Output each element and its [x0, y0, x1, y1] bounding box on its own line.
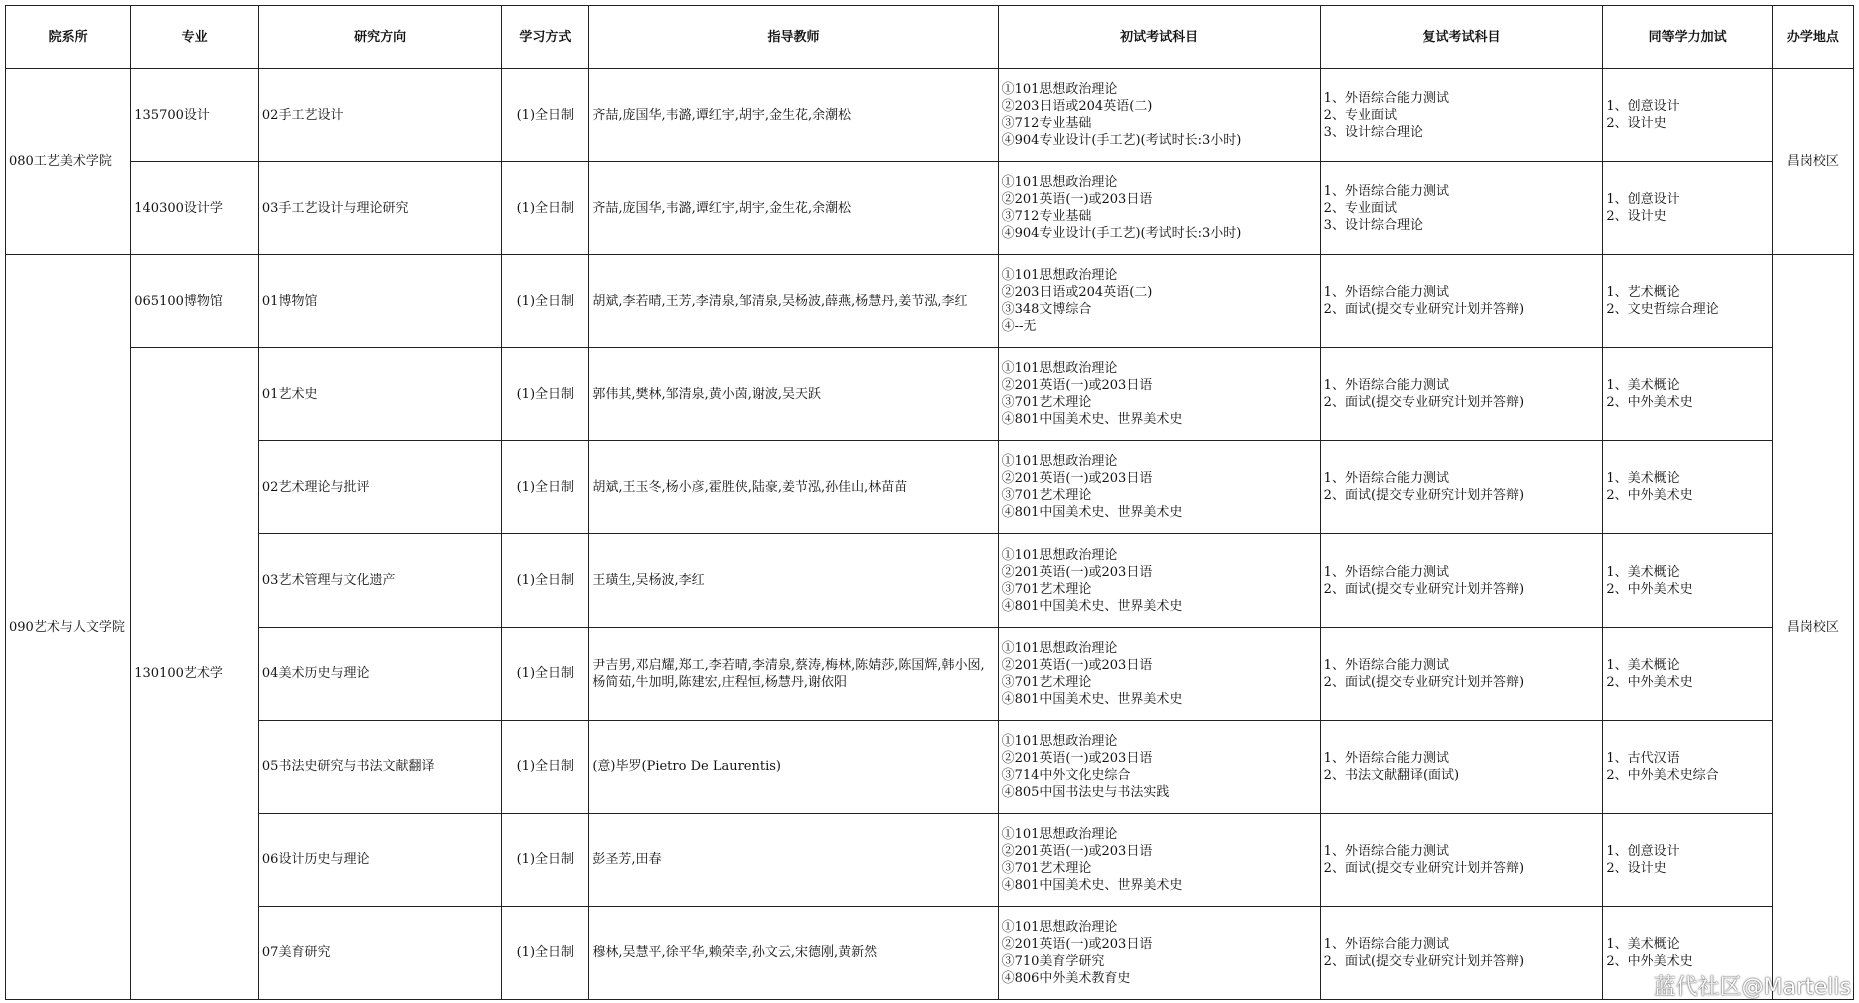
extra-cell	[1603, 348, 1772, 441]
retest-cell-line: 1、外语综合能力测试	[1323, 750, 1449, 766]
admissions-table	[5, 5, 1854, 1000]
table-row	[6, 255, 1854, 348]
header-retest: 复试考试科目	[1320, 6, 1603, 69]
exam-cell-line: ③712专业基础	[1001, 116, 1092, 132]
exam-cell-line: ③348文博综合	[1001, 302, 1092, 318]
exam-cell-line: ④801中国美术史、世界美术史	[1001, 598, 1183, 614]
extra-cell	[1603, 255, 1772, 348]
exam-cell-line: ④904专业设计(手工艺)(考试时长:3小时)	[1001, 226, 1242, 242]
direction-cell: 06设计历史与理论	[258, 813, 501, 906]
extra-cell	[1603, 69, 1772, 162]
extra-cell-line: 1、美术概论	[1606, 657, 1680, 673]
exam-cell-line: ④801中国美术史、世界美术史	[1001, 505, 1183, 521]
extra-cell-line: 1、艺术概论	[1606, 285, 1680, 301]
exam-cell-line: ④904专业设计(手工艺)(考试时长:3小时)	[1001, 133, 1242, 149]
direction-cell: 04美术历史与理论	[258, 627, 501, 720]
retest-cell	[1320, 534, 1603, 627]
exam-cell-line: ①101思想政治理论	[1001, 82, 1118, 98]
retest-cell-line: 2、专业面试	[1323, 107, 1397, 123]
extra-cell-line: 1、创意设计	[1606, 843, 1680, 859]
teachers-cell: 胡斌,王玉冬,杨小彦,霍胜侠,陆豪,姜节泓,孙佳山,林苗苗	[589, 441, 998, 534]
retest-cell-line: 2、面试(提交专业研究计划并答辩)	[1323, 953, 1525, 969]
teachers-cell: 齐喆,庞国华,韦潞,谭红宇,胡宇,金生花,余潮松	[589, 162, 998, 255]
teachers-cell: 穆林,吴慧平,徐平华,赖荣幸,孙文云,宋德刚,黄新然	[589, 906, 998, 999]
exam-cell-line: ②203日语或204英语(二)	[1001, 285, 1153, 301]
table-row	[6, 69, 1854, 162]
exam-cell-line: ①101思想政治理论	[1001, 919, 1118, 935]
header-mode: 学习方式	[502, 6, 589, 69]
retest-cell-line: 2、面试(提交专业研究计划并答辩)	[1323, 395, 1525, 411]
exam-cell-line: ②201英语(一)或203日语	[1001, 192, 1153, 208]
exam-cell-line: ②203日语或204英语(二)	[1001, 99, 1153, 115]
exam-cell-line: ④801中国美术史、世界美术史	[1001, 412, 1183, 428]
direction-cell: 03手工艺设计与理论研究	[258, 162, 501, 255]
table-row	[6, 627, 1854, 720]
retest-cell-line: 2、面试(提交专业研究计划并答辩)	[1323, 302, 1525, 318]
mode-cell: (1)全日制	[502, 348, 589, 441]
mode-cell: (1)全日制	[502, 255, 589, 348]
header-teachers: 指导教师	[589, 6, 998, 69]
exam-cell	[998, 348, 1320, 441]
direction-cell: 02手工艺设计	[258, 69, 501, 162]
retest-cell	[1320, 906, 1603, 999]
table-row	[6, 813, 1854, 906]
dept-cell: 090艺术与人文学院	[6, 255, 131, 1000]
exam-cell-line: ③701艺术理论	[1001, 674, 1092, 690]
exam-cell-line: ②201英语(一)或203日语	[1001, 936, 1153, 952]
major-cell: 140300设计学	[131, 162, 259, 255]
mode-cell: (1)全日制	[502, 441, 589, 534]
extra-cell-line: 2、设计史	[1606, 116, 1667, 132]
retest-cell-line: 2、面试(提交专业研究计划并答辩)	[1323, 488, 1525, 504]
direction-cell: 01博物馆	[258, 255, 501, 348]
exam-cell	[998, 255, 1320, 348]
exam-cell-line: ②201英语(一)或203日语	[1001, 843, 1153, 859]
extra-cell	[1603, 441, 1772, 534]
mode-cell: (1)全日制	[502, 906, 589, 999]
extra-cell	[1603, 162, 1772, 255]
extra-cell-line: 2、文史哲综合理论	[1606, 302, 1719, 318]
exam-cell-line: ①101思想政治理论	[1001, 733, 1118, 749]
extra-cell-line: 1、创意设计	[1606, 192, 1680, 208]
mode-cell: (1)全日制	[502, 813, 589, 906]
table-row	[6, 162, 1854, 255]
table-row	[6, 348, 1854, 441]
exam-cell	[998, 813, 1320, 906]
extra-cell	[1603, 627, 1772, 720]
exam-cell-line: ④801中国美术史、世界美术史	[1001, 691, 1183, 707]
exam-cell-line: ③714中外文化史综合	[1001, 767, 1131, 783]
retest-cell	[1320, 255, 1603, 348]
exam-cell-line: ③701艺术理论	[1001, 488, 1092, 504]
retest-cell-line: 1、外语综合能力测试	[1323, 657, 1449, 673]
extra-cell-line: 2、中外美术史	[1606, 953, 1693, 969]
retest-cell	[1320, 162, 1603, 255]
retest-cell-line: 1、外语综合能力测试	[1323, 471, 1449, 487]
mode-cell: (1)全日制	[502, 627, 589, 720]
retest-cell	[1320, 441, 1603, 534]
table-row	[6, 441, 1854, 534]
extra-cell-line: 2、中外美术史	[1606, 488, 1693, 504]
exam-cell-line: ④805中国书法史与书法实践	[1001, 784, 1170, 800]
exam-cell-line: ②201英语(一)或203日语	[1001, 564, 1153, 580]
exam-cell-line: ①101思想政治理论	[1001, 547, 1118, 563]
exam-cell-line: ③710美育学研究	[1001, 953, 1105, 969]
watermark: 蓝代社区@Martells	[1653, 975, 1851, 1000]
retest-cell-line: 1、外语综合能力测试	[1323, 564, 1449, 580]
extra-cell-line: 1、古代汉语	[1606, 750, 1680, 766]
retest-cell	[1320, 348, 1603, 441]
location-cell: 昌岗校区	[1772, 255, 1853, 1000]
exam-cell-line: ①101思想政治理论	[1001, 454, 1118, 470]
exam-cell	[998, 534, 1320, 627]
exam-cell	[998, 69, 1320, 162]
header-extra: 同等学力加试	[1603, 6, 1772, 69]
retest-cell	[1320, 69, 1603, 162]
retest-cell	[1320, 813, 1603, 906]
extra-cell	[1603, 813, 1772, 906]
exam-cell	[998, 441, 1320, 534]
header-direction: 研究方向	[258, 6, 501, 69]
extra-cell-line: 1、创意设计	[1606, 99, 1680, 115]
teachers-cell: 胡斌,李若晴,王芳,李清泉,邹清泉,吴杨波,薛燕,杨慧丹,姜节泓,李红	[589, 255, 998, 348]
mode-cell: (1)全日制	[502, 720, 589, 813]
exam-cell	[998, 162, 1320, 255]
table-row	[6, 720, 1854, 813]
exam-cell-line: ④806中外美术教育史	[1001, 970, 1131, 986]
retest-cell-line: 1、外语综合能力测试	[1323, 378, 1449, 394]
major-cell: 065100博物馆	[131, 255, 259, 348]
retest-cell-line: 2、面试(提交专业研究计划并答辩)	[1323, 860, 1525, 876]
table-body	[6, 69, 1854, 1000]
direction-cell: 03艺术管理与文化遗产	[258, 534, 501, 627]
direction-cell: 07美育研究	[258, 906, 501, 999]
extra-cell-line: 2、中外美术史	[1606, 395, 1693, 411]
exam-cell-line: ①101思想政治理论	[1001, 268, 1118, 284]
mode-cell: (1)全日制	[502, 69, 589, 162]
location-cell: 昌岗校区	[1772, 69, 1853, 255]
exam-cell-line: ③701艺术理论	[1001, 395, 1092, 411]
exam-cell-line: ③701艺术理论	[1001, 860, 1092, 876]
teachers-cell: 彭圣芳,田春	[589, 813, 998, 906]
retest-cell-line: 2、书法文献翻译(面试)	[1323, 767, 1460, 783]
direction-cell: 02艺术理论与批评	[258, 441, 501, 534]
extra-cell-line: 2、中外美术史综合	[1606, 767, 1719, 783]
exam-cell-line: ②201英语(一)或203日语	[1001, 750, 1153, 766]
header-row	[6, 6, 1854, 69]
teachers-cell: 郭伟其,樊林,邹清泉,黄小茵,谢波,吴天跃	[589, 348, 998, 441]
extra-cell-line: 1、美术概论	[1606, 564, 1680, 580]
exam-cell-line: ②201英语(一)或203日语	[1001, 471, 1153, 487]
dept-cell: 080工艺美术学院	[6, 69, 131, 255]
teachers-cell: 尹吉男,邓启耀,郑工,李若晴,李清泉,蔡涛,梅林,陈婧莎,陈国辉,韩小囡,杨简茹,牛加明,陈建宏,庄程恒,杨慧丹,谢依阳	[589, 627, 998, 720]
extra-cell-line: 1、美术概论	[1606, 936, 1680, 952]
retest-cell-line: 1、外语综合能力测试	[1323, 183, 1449, 199]
extra-cell-line: 1、美术概论	[1606, 471, 1680, 487]
retest-cell-line: 3、设计综合理论	[1323, 217, 1423, 233]
mode-cell: (1)全日制	[502, 534, 589, 627]
extra-cell-line: 1、美术概论	[1606, 378, 1680, 394]
retest-cell-line: 1、外语综合能力测试	[1323, 285, 1449, 301]
header-dept: 院系所	[6, 6, 131, 69]
exam-cell-line: ④--无	[1001, 319, 1037, 335]
major-cell: 135700设计	[131, 69, 259, 162]
exam-cell-line: ①101思想政治理论	[1001, 640, 1118, 656]
direction-cell: 05书法史研究与书法文献翻译	[258, 720, 501, 813]
header-exam: 初试考试科目	[998, 6, 1320, 69]
major-cell: 130100艺术学	[131, 348, 259, 1000]
retest-cell-line: 2、面试(提交专业研究计划并答辩)	[1323, 581, 1525, 597]
exam-cell-line: ①101思想政治理论	[1001, 175, 1118, 191]
header-major: 专业	[131, 6, 259, 69]
exam-cell-line: ②201英语(一)或203日语	[1001, 378, 1153, 394]
header-location: 办学地点	[1772, 6, 1853, 69]
extra-cell	[1603, 720, 1772, 813]
retest-cell	[1320, 627, 1603, 720]
exam-cell	[998, 906, 1320, 999]
exam-cell-line: ④801中国美术史、世界美术史	[1001, 877, 1183, 893]
retest-cell-line: 3、设计综合理论	[1323, 124, 1423, 140]
exam-cell	[998, 627, 1320, 720]
teachers-cell: (意)毕罗(Pietro De Laurentis)	[589, 720, 998, 813]
exam-cell-line: ③701艺术理论	[1001, 581, 1092, 597]
retest-cell	[1320, 720, 1603, 813]
exam-cell-line: ③712专业基础	[1001, 209, 1092, 225]
extra-cell-line: 2、中外美术史	[1606, 581, 1693, 597]
table-row	[6, 906, 1854, 999]
table-row	[6, 534, 1854, 627]
exam-cell-line: ①101思想政治理论	[1001, 361, 1118, 377]
retest-cell-line: 1、外语综合能力测试	[1323, 90, 1449, 106]
mode-cell: (1)全日制	[502, 162, 589, 255]
teachers-cell: 齐喆,庞国华,韦潞,谭红宇,胡宇,金生花,余潮松	[589, 69, 998, 162]
retest-cell-line: 2、面试(提交专业研究计划并答辩)	[1323, 674, 1525, 690]
retest-cell-line: 1、外语综合能力测试	[1323, 843, 1449, 859]
extra-cell-line: 2、中外美术史	[1606, 674, 1693, 690]
extra-cell-line: 2、设计史	[1606, 209, 1667, 225]
extra-cell	[1603, 534, 1772, 627]
exam-cell	[998, 720, 1320, 813]
exam-cell-line: ①101思想政治理论	[1001, 826, 1118, 842]
retest-cell-line: 1、外语综合能力测试	[1323, 936, 1449, 952]
retest-cell-line: 2、专业面试	[1323, 200, 1397, 216]
exam-cell-line: ②201英语(一)或203日语	[1001, 657, 1153, 673]
direction-cell: 01艺术史	[258, 348, 501, 441]
extra-cell-line: 2、设计史	[1606, 860, 1667, 876]
teachers-cell: 王璜生,吴杨波,李红	[589, 534, 998, 627]
